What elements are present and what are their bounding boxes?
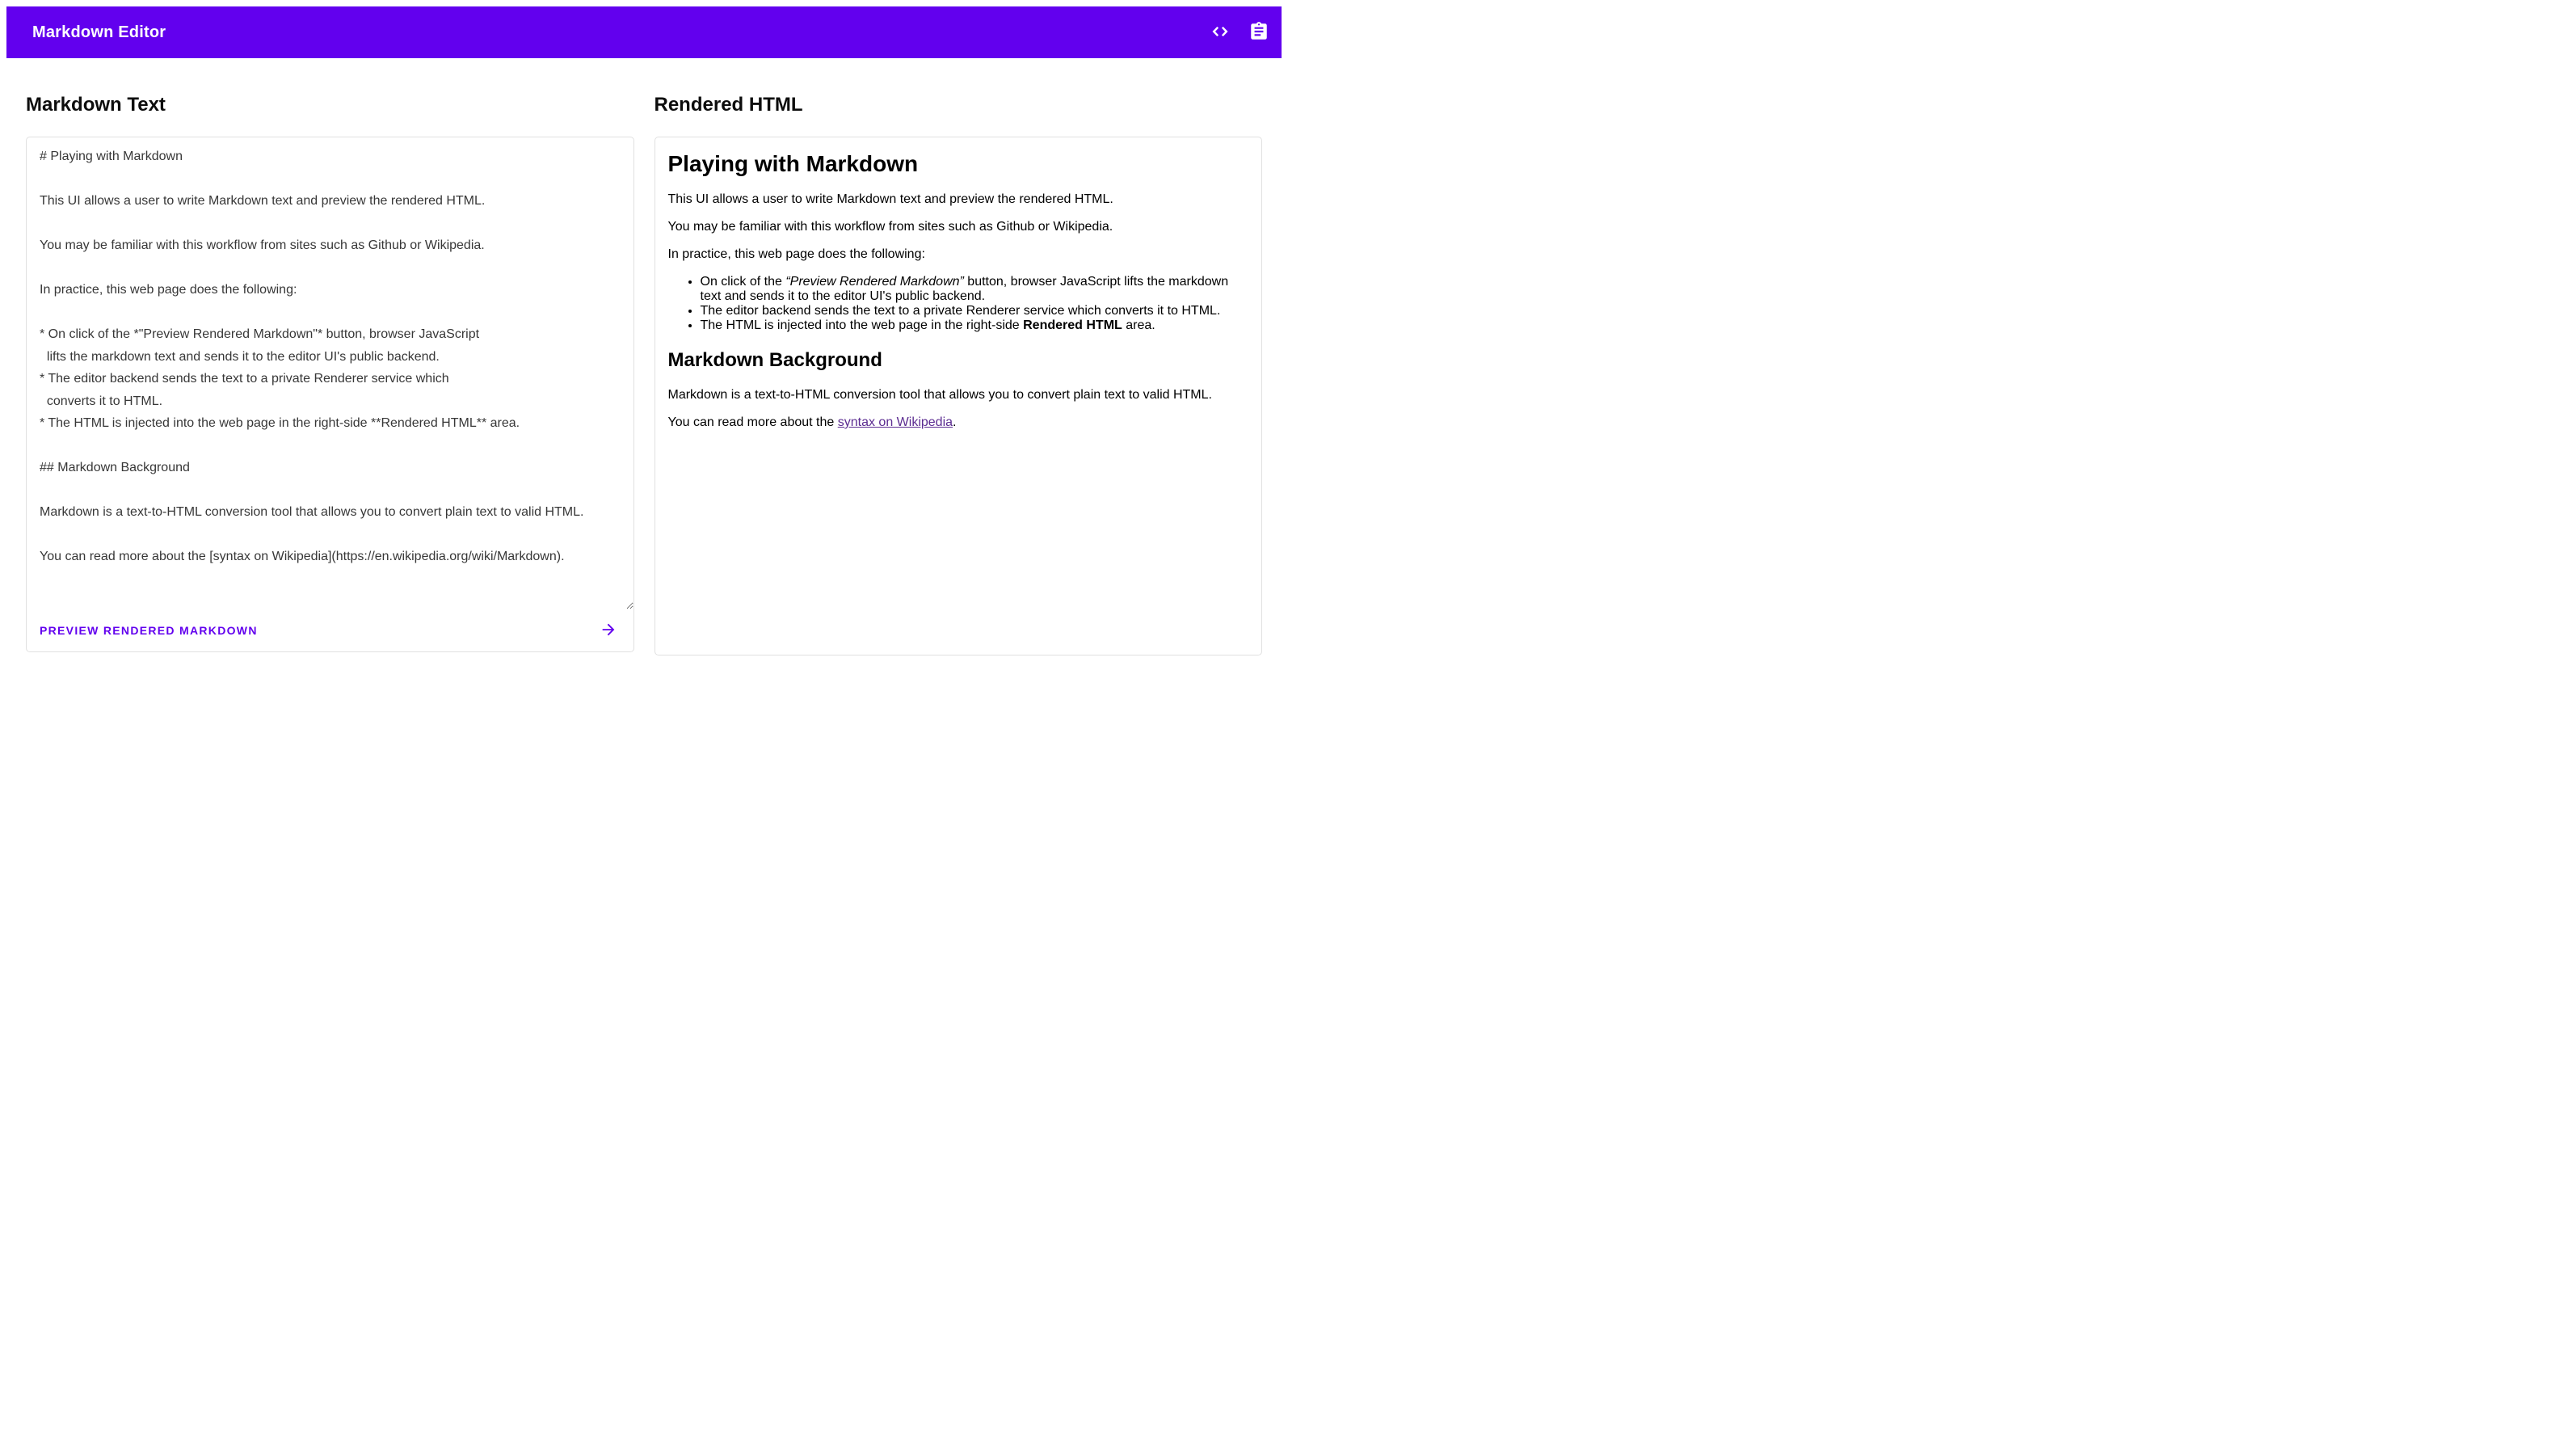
code-icon	[1210, 21, 1231, 44]
list-item	[701, 318, 1249, 333]
rendered-list	[668, 275, 1249, 333]
paragraph-text: .	[953, 415, 957, 429]
main-content	[26, 58, 1262, 655]
list-item-italic-text: “Preview Rendered Markdown”	[785, 275, 964, 289]
preview-button-label: PREVIEW RENDERED MARKDOWN	[40, 624, 258, 637]
markdown-text-panel	[26, 58, 634, 652]
clipboard-button[interactable]	[1240, 13, 1278, 52]
arrow-forward-icon	[600, 621, 617, 641]
markdown-input[interactable]	[27, 137, 633, 609]
rendered-paragraph: This UI allows a user to write Markdown text and preview the rendered HTML.	[667, 192, 1113, 206]
markdown-text-title: Markdown Text	[26, 94, 166, 116]
header-actions	[1201, 13, 1278, 52]
rendered-paragraph: Markdown is a text-to-HTML conversion tool that allows you to convert plain text to valid HTML.	[667, 388, 1212, 402]
list-item-text: The HTML is injected into the web page in the right-side	[700, 318, 1024, 332]
app-title: Markdown Editor	[32, 23, 166, 41]
markdown-editor-card	[26, 137, 634, 652]
list-item-text: The editor backend sends the text to a private Renderer service which converts it to HTML.	[700, 304, 1221, 318]
rendered-paragraph: In practice, this web page does the following:	[667, 247, 925, 261]
rendered-html-panel	[655, 58, 1263, 655]
preview-rendered-markdown-button[interactable]	[27, 609, 633, 651]
rendered-h1: Playing with Markdown	[667, 151, 919, 176]
app-header	[6, 6, 1282, 58]
syntax-on-wikipedia-link[interactable]: syntax on Wikipedia	[837, 415, 953, 429]
list-item	[701, 275, 1249, 304]
rendered-paragraph	[668, 415, 1249, 430]
rendered-h2: Markdown Background	[667, 349, 882, 371]
list-item-text: area.	[1122, 318, 1155, 332]
list-item-text: On click of the	[700, 275, 786, 289]
paragraph-text: You can read more about the	[667, 415, 838, 429]
list-item-text: button, browser JavaScript lifts the markdown text and sends it to the editor UI's public backend.	[700, 275, 1229, 303]
list-item	[701, 304, 1249, 318]
clipboard-icon	[1248, 21, 1269, 44]
code-button[interactable]	[1201, 13, 1240, 52]
rendered-html-card	[655, 137, 1263, 655]
rendered-html-title: Rendered HTML	[654, 94, 803, 116]
rendered-paragraph: You may be familiar with this workflow from sites such as Github or Wikipedia.	[667, 220, 1113, 234]
list-item-bold-text: Rendered HTML	[1023, 318, 1122, 332]
